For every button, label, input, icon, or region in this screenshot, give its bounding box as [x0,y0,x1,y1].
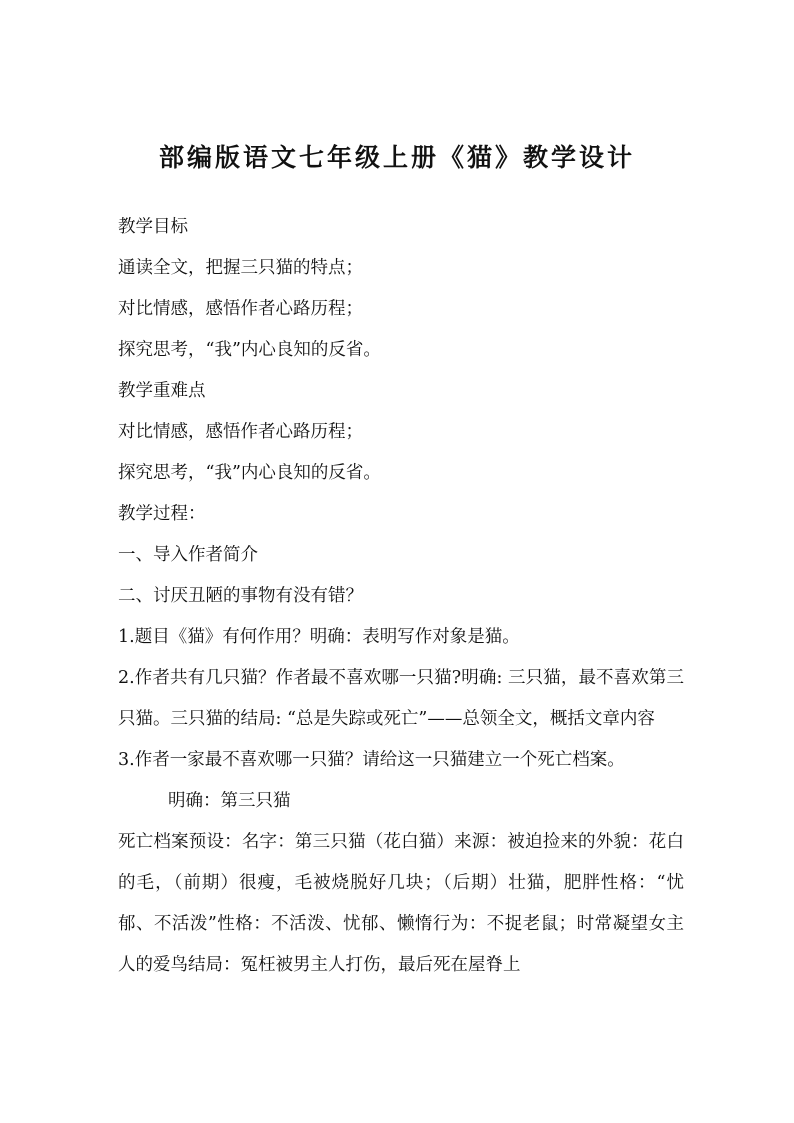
question-3-answer: 明确：第三只猫 [168,791,291,811]
question-1: 1.题目《猫》有何作用？明确：表明写作对象是猫。 [118,627,520,647]
process-step: 一、导入作者简介 [118,545,258,565]
section-heading-process: 教学过程： [118,504,206,524]
document-title: 部编版语文七年级上册《猫》教学设计 [158,143,635,172]
objective-item: 通读全文，把握三只猫的特点； [118,258,363,278]
section-heading-objectives: 教学目标 [118,217,188,237]
document-body [118,207,684,986]
death-archive-paragraph: 死亡档案预设：名字：第三只猫（花白猫）来源：被迫捡来的外貌：花白的毛，（前期）很瘦，毛被烧脱好几块；（后期）壮猫，肥胖性格：“忧郁、不活泼”性格：不活泼、忧郁、懒惰行为：不捉老鼠；时常凝望女主人的爱鸟结局：冤枉被男主人打伤，最后死在屋脊上 [118,832,684,975]
key-point-item: 对比情感，感悟作者心路历程； [118,422,363,442]
question-2-paragraph: 2.作者共有几只猫？作者最不喜欢哪一只猫?明确: 三只猫，最不喜欢第三只猫。三只猫的结局: “总是失踪或死亡”——总领全文，概括文章内容 [118,668,684,729]
objective-item: 探究思考，“我”内心良知的反省。 [118,340,381,360]
question-3: 3.作者一家最不喜欢哪一只猫？请给这一只猫建立一个死亡档案。 [118,750,625,770]
section-heading-key-points: 教学重难点 [118,381,206,401]
process-step: 二、讨厌丑陋的事物有没有错？ [118,586,363,606]
objective-item: 对比情感，感悟作者心路历程； [118,299,363,319]
key-point-item: 探究思考，“我”内心良知的反省。 [118,463,381,483]
